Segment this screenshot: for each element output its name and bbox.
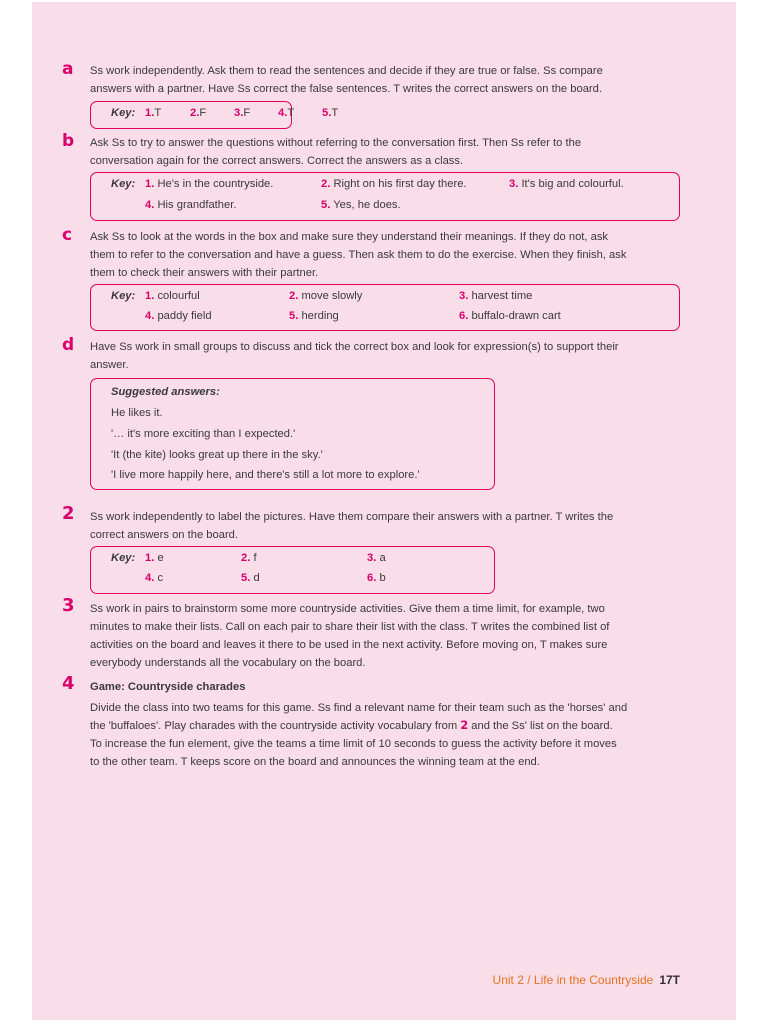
section-d-line: Have Ss work in small groups to discuss and tick the correct box and look for expression(s) to support their bbox=[90, 341, 619, 353]
section-3-line: minutes to make their lists. Call on each pair to share their list with the class. T writes the combined list of bbox=[90, 621, 610, 633]
key-item: 1. e bbox=[145, 552, 164, 564]
key-item: 2. Right on his first day there. bbox=[321, 178, 467, 190]
section-3-line: everybody understands all the vocabulary on the board. bbox=[90, 657, 366, 669]
suggested-answers-box bbox=[90, 378, 495, 490]
key-box-b bbox=[90, 172, 680, 221]
section-c-line: Ask Ss to look at the words in the box and make sure they understand their meanings. If they do not, ask bbox=[90, 231, 609, 243]
page bbox=[32, 2, 736, 1020]
page-footer bbox=[460, 973, 680, 987]
section-4-line: the 'buffaloes'. Play charades with the countryside activity vocabulary from 2 and the Ss' list on the board. bbox=[90, 719, 613, 732]
section-marker-a: a bbox=[62, 59, 74, 79]
key-item: 5.T bbox=[322, 107, 339, 119]
section-b bbox=[62, 131, 680, 170]
section-4-line: Divide the class into two teams for this game. Ss find a relevant name for their team such as the 'horses' and bbox=[90, 702, 628, 714]
suggested-line: 'I live more happily here, and there's still a lot more to explore.' bbox=[111, 469, 420, 481]
key-item: 4. His grandfather. bbox=[145, 199, 237, 211]
key-label: Key: bbox=[111, 552, 136, 564]
section-marker-c: c bbox=[62, 225, 73, 245]
unit-title: Unit 2 / Life in the Countryside bbox=[492, 973, 654, 987]
key-item: 2. f bbox=[241, 552, 257, 564]
section-a-line: answers with a partner. Have Ss correct the false sentences. T writes the correct answers on the board. bbox=[90, 83, 602, 95]
section-3-line: activities on the board and leaves it there to be used in the next activity. Before moving on, T makes sure bbox=[90, 639, 608, 651]
key-item: 5. herding bbox=[289, 310, 339, 322]
key-item: 5. Yes, he does. bbox=[321, 199, 401, 211]
section-4 bbox=[62, 673, 680, 771]
key-item: 2.F bbox=[190, 107, 207, 119]
section-c-line: them to check their answers with their partner. bbox=[90, 267, 319, 279]
game-title: Game: Countryside charades bbox=[90, 681, 246, 693]
suggested-line: He likes it. bbox=[111, 407, 163, 419]
key-item: 1.T bbox=[145, 107, 162, 119]
key-box-2 bbox=[90, 546, 495, 594]
key-item: 2. move slowly bbox=[289, 290, 363, 302]
key-item: 1. colourful bbox=[145, 290, 200, 302]
section-4-line: To increase the fun element, give the teams a time limit of 10 seconds to guess the activity before it moves bbox=[90, 738, 617, 750]
key-label: Key: bbox=[111, 107, 136, 119]
key-label: Key: bbox=[111, 178, 136, 190]
section-3 bbox=[62, 595, 680, 672]
key-box-c bbox=[90, 284, 680, 331]
key-item: 6. b bbox=[367, 572, 386, 584]
section-marker-4: 4 bbox=[62, 673, 75, 694]
suggested-label: Suggested answers: bbox=[111, 386, 220, 398]
key-label: Key: bbox=[111, 290, 136, 302]
section-marker-3: 3 bbox=[62, 595, 75, 616]
suggested-line: '… it's more exciting than I expected.' bbox=[111, 428, 296, 440]
section-2-line: correct answers on the board. bbox=[90, 529, 238, 541]
section-a bbox=[62, 59, 680, 98]
key-item: 6. buffalo-drawn cart bbox=[459, 310, 561, 322]
key-item: 4.T bbox=[278, 107, 295, 119]
section-c-line: them to refer to the conversation and have a guess. Then ask them to do the exercise. When they finish, ask bbox=[90, 249, 627, 261]
section-3-line: Ss work in pairs to brainstorm some more countryside activities. Give them a time limit, for example, two bbox=[90, 603, 605, 615]
key-item: 3.F bbox=[234, 107, 251, 119]
section-d bbox=[62, 335, 680, 374]
key-item: 3. harvest time bbox=[459, 290, 533, 302]
section-c bbox=[62, 225, 680, 282]
inline-number-2: 2 bbox=[460, 719, 469, 732]
key-item: 4. paddy field bbox=[145, 310, 212, 322]
section-marker-2: 2 bbox=[62, 503, 75, 524]
key-box-a bbox=[90, 101, 339, 129]
section-2-line: Ss work independently to label the pictures. Have them compare their answers with a partner. T writes the bbox=[90, 511, 614, 523]
page-number: 17T bbox=[659, 973, 680, 987]
key-item: 3. a bbox=[367, 552, 386, 564]
key-item: 3. It's big and colourful. bbox=[509, 178, 624, 190]
key-item: 1. He's in the countryside. bbox=[145, 178, 274, 190]
section-a-line: Ss work independently. Ask them to read the sentences and decide if they are true or false. Ss compare bbox=[90, 65, 603, 77]
suggested-line: 'It (the kite) looks great up there in the sky.' bbox=[111, 449, 323, 461]
section-4-line: to the other team. T keeps score on the board and announces the winning team at the end. bbox=[90, 756, 540, 768]
section-2 bbox=[62, 503, 680, 544]
section-marker-b: b bbox=[62, 131, 75, 151]
section-marker-d: d bbox=[62, 335, 75, 355]
key-item: 5. d bbox=[241, 572, 260, 584]
section-d-line: answer. bbox=[90, 359, 129, 371]
section-b-line: Ask Ss to try to answer the questions without referring to the conversation first. Then Ss refer to the bbox=[90, 137, 582, 149]
key-item: 4. c bbox=[145, 572, 164, 584]
section-b-line: conversation again for the correct answers. Correct the answers as a class. bbox=[90, 155, 464, 167]
